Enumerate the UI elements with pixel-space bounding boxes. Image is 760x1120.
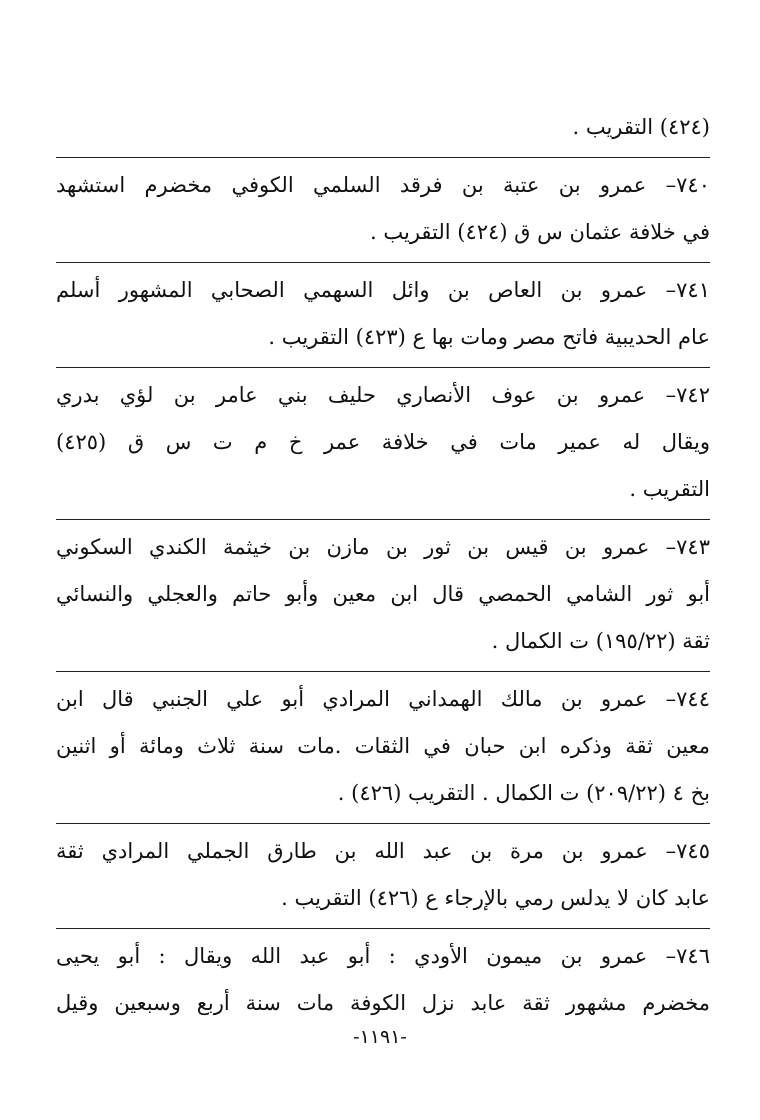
- page-number: -١١٩١-: [353, 1026, 407, 1048]
- text-line: التقريب .: [629, 477, 710, 501]
- text-line: بخ ٤ (٢٠٩/٢٢) ت الكمال . التقريب (٤٢٦) .: [337, 781, 710, 805]
- entry-746: [56, 928, 710, 1033]
- text-line: ويقال له عمير مات في خلافة عمر خ م ت س ق (٤٢٥): [56, 430, 710, 454]
- entry-743: [56, 519, 710, 671]
- text-line: ٧٤٠– عمرو بن عتبة بن فرقد السلمي الكوفي مخضرم استشهد: [56, 173, 710, 197]
- text-line: عام الحديبية فاتح مصر ومات بها ع (٤٢٣) التقريب .: [268, 325, 710, 349]
- text-line: ٧٤٣– عمرو بن قيس بن ثور بن مازن بن خيثمة الكندي السكوني: [56, 535, 710, 559]
- biography-entries: [56, 104, 710, 1033]
- entry-741: [56, 262, 710, 367]
- text-line: في خلافة عثمان س ق (٤٢٤) التقريب .: [370, 220, 710, 244]
- text-line: ٧٤٤– عمرو بن مالك الهمداني المرادي أبو علي الجنبي قال ابن: [56, 687, 710, 711]
- text-line: ٧٤٢– عمرو بن عوف الأنصاري حليف بني عامر بن لؤي بدري: [56, 383, 710, 407]
- text-line: ٧٤١– عمرو بن العاص بن وائل السهمي الصحابي المشهور أسلم: [56, 278, 710, 302]
- entry-740: [56, 157, 710, 262]
- entry-745: [56, 823, 710, 928]
- text-line: معين ثقة وذكره ابن حبان في الثقات .مات سنة ثلاث ومائة أو اثنين: [56, 734, 710, 758]
- text-line: ٧٤٦– عمرو بن ميمون الأودي : أبو عبد الله ويقال : أبو يحيى: [56, 944, 710, 968]
- text-line: ثقة (١٩٥/٢٢) ت الكمال .: [491, 629, 710, 653]
- text-line: ٧٤٥– عمرو بن مرة بن عبد الله بن طارق الجملي المرادي ثقة: [56, 839, 710, 863]
- text-line: (٤٢٤) التقريب .: [572, 115, 710, 139]
- entry-742: [56, 367, 710, 519]
- entry-744: [56, 671, 710, 823]
- text-line: مخضرم مشهور ثقة عابد نزل الكوفة مات سنة أربع وسبعين وقيل: [56, 991, 710, 1015]
- entry-continuation: [56, 104, 710, 157]
- text-line: عابد كان لا يدلس رمي بالإرجاء ع (٤٢٦) التقريب .: [281, 886, 710, 910]
- text-line: أبو ثور الشامي الحمصي قال ابن معين وأبو حاتم والعجلي والنسائي: [56, 582, 710, 606]
